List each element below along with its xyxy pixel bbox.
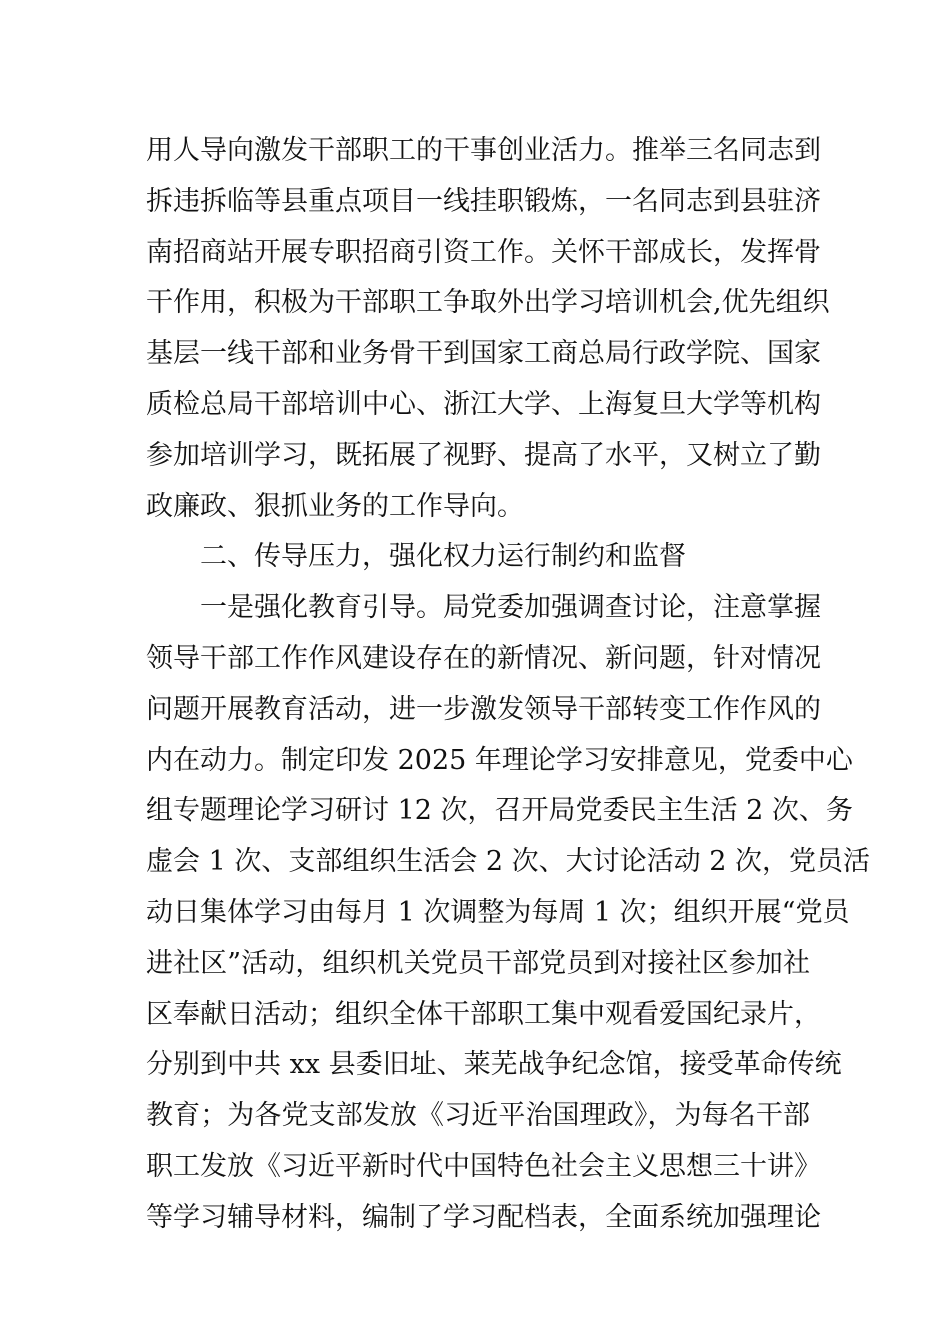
text-line: 组专题理论学习研讨 12 次，召开局党委民主生活 2 次、务 (146, 795, 853, 827)
text-line: 基层一线干部和业务骨干到国家工商总局行政学院、国家 (146, 338, 821, 370)
paragraph-first-line: 一是强化教育引导。局党委加强调查讨论，注意掌握 (200, 592, 821, 624)
body-text (146, 126, 871, 1244)
text-line: 内在动力。制定印发 2025 年理论学习安排意见，党委中心 (146, 744, 853, 776)
text-line: 领导干部工作作风建设存在的新情况、新问题，针对情况 (146, 642, 821, 674)
text-line: 拆违拆临等县重点项目一线挂职锻炼，一名同志到县驻济 (146, 185, 821, 217)
text-line: 职工发放《习近平新时代中国特色社会主义思想三十讲》 (146, 1150, 821, 1182)
text-line: 等学习辅导材料，编制了学习配档表，全面系统加强理论 (146, 1201, 821, 1233)
text-line: 政廉政、狠抓业务的工作导向。 (146, 490, 524, 522)
text-line: 分别到中共 xx 县委旧址、莱芜战争纪念馆，接受革命传统 (146, 1049, 842, 1081)
text-line: 用人导向激发干部职工的干事创业活力。推举三名同志到 (146, 135, 821, 166)
text-line: 动日集体学习由每月 1 次调整为每周 1 次；组织开展“党员 (146, 896, 850, 928)
text-line: 问题开展教育活动，进一步激发领导干部转变工作作风的 (146, 693, 821, 725)
text-line: 干作用，积极为干部职工争取外出学习培训机会,优先组织 (146, 287, 830, 319)
text-line: 虚会 1 次、支部组织生活会 2 次、大讨论活动 2 次，党员活 (146, 846, 871, 878)
text-line: 进社区”活动，组织机关党员干部党员到对接社区参加社 (146, 947, 810, 979)
text-line: 质检总局干部培训中心、浙江大学、上海复旦大学等机构 (146, 388, 821, 420)
text-line: 教育；为各党支部发放《习近平治国理政》，为每名干部 (146, 1100, 810, 1132)
text-line: 区奉献日活动；组织全体干部职工集中观看爱国纪录片， (146, 998, 821, 1030)
section-heading: 二、传导压力，强化权力运行制约和监督 (200, 541, 686, 573)
text-line: 南招商站开展专职招商引资工作。关怀干部成长，发挥骨 (146, 236, 821, 268)
text-line: 参加培训学习，既拓展了视野、提高了水平，又树立了勤 (146, 439, 821, 471)
